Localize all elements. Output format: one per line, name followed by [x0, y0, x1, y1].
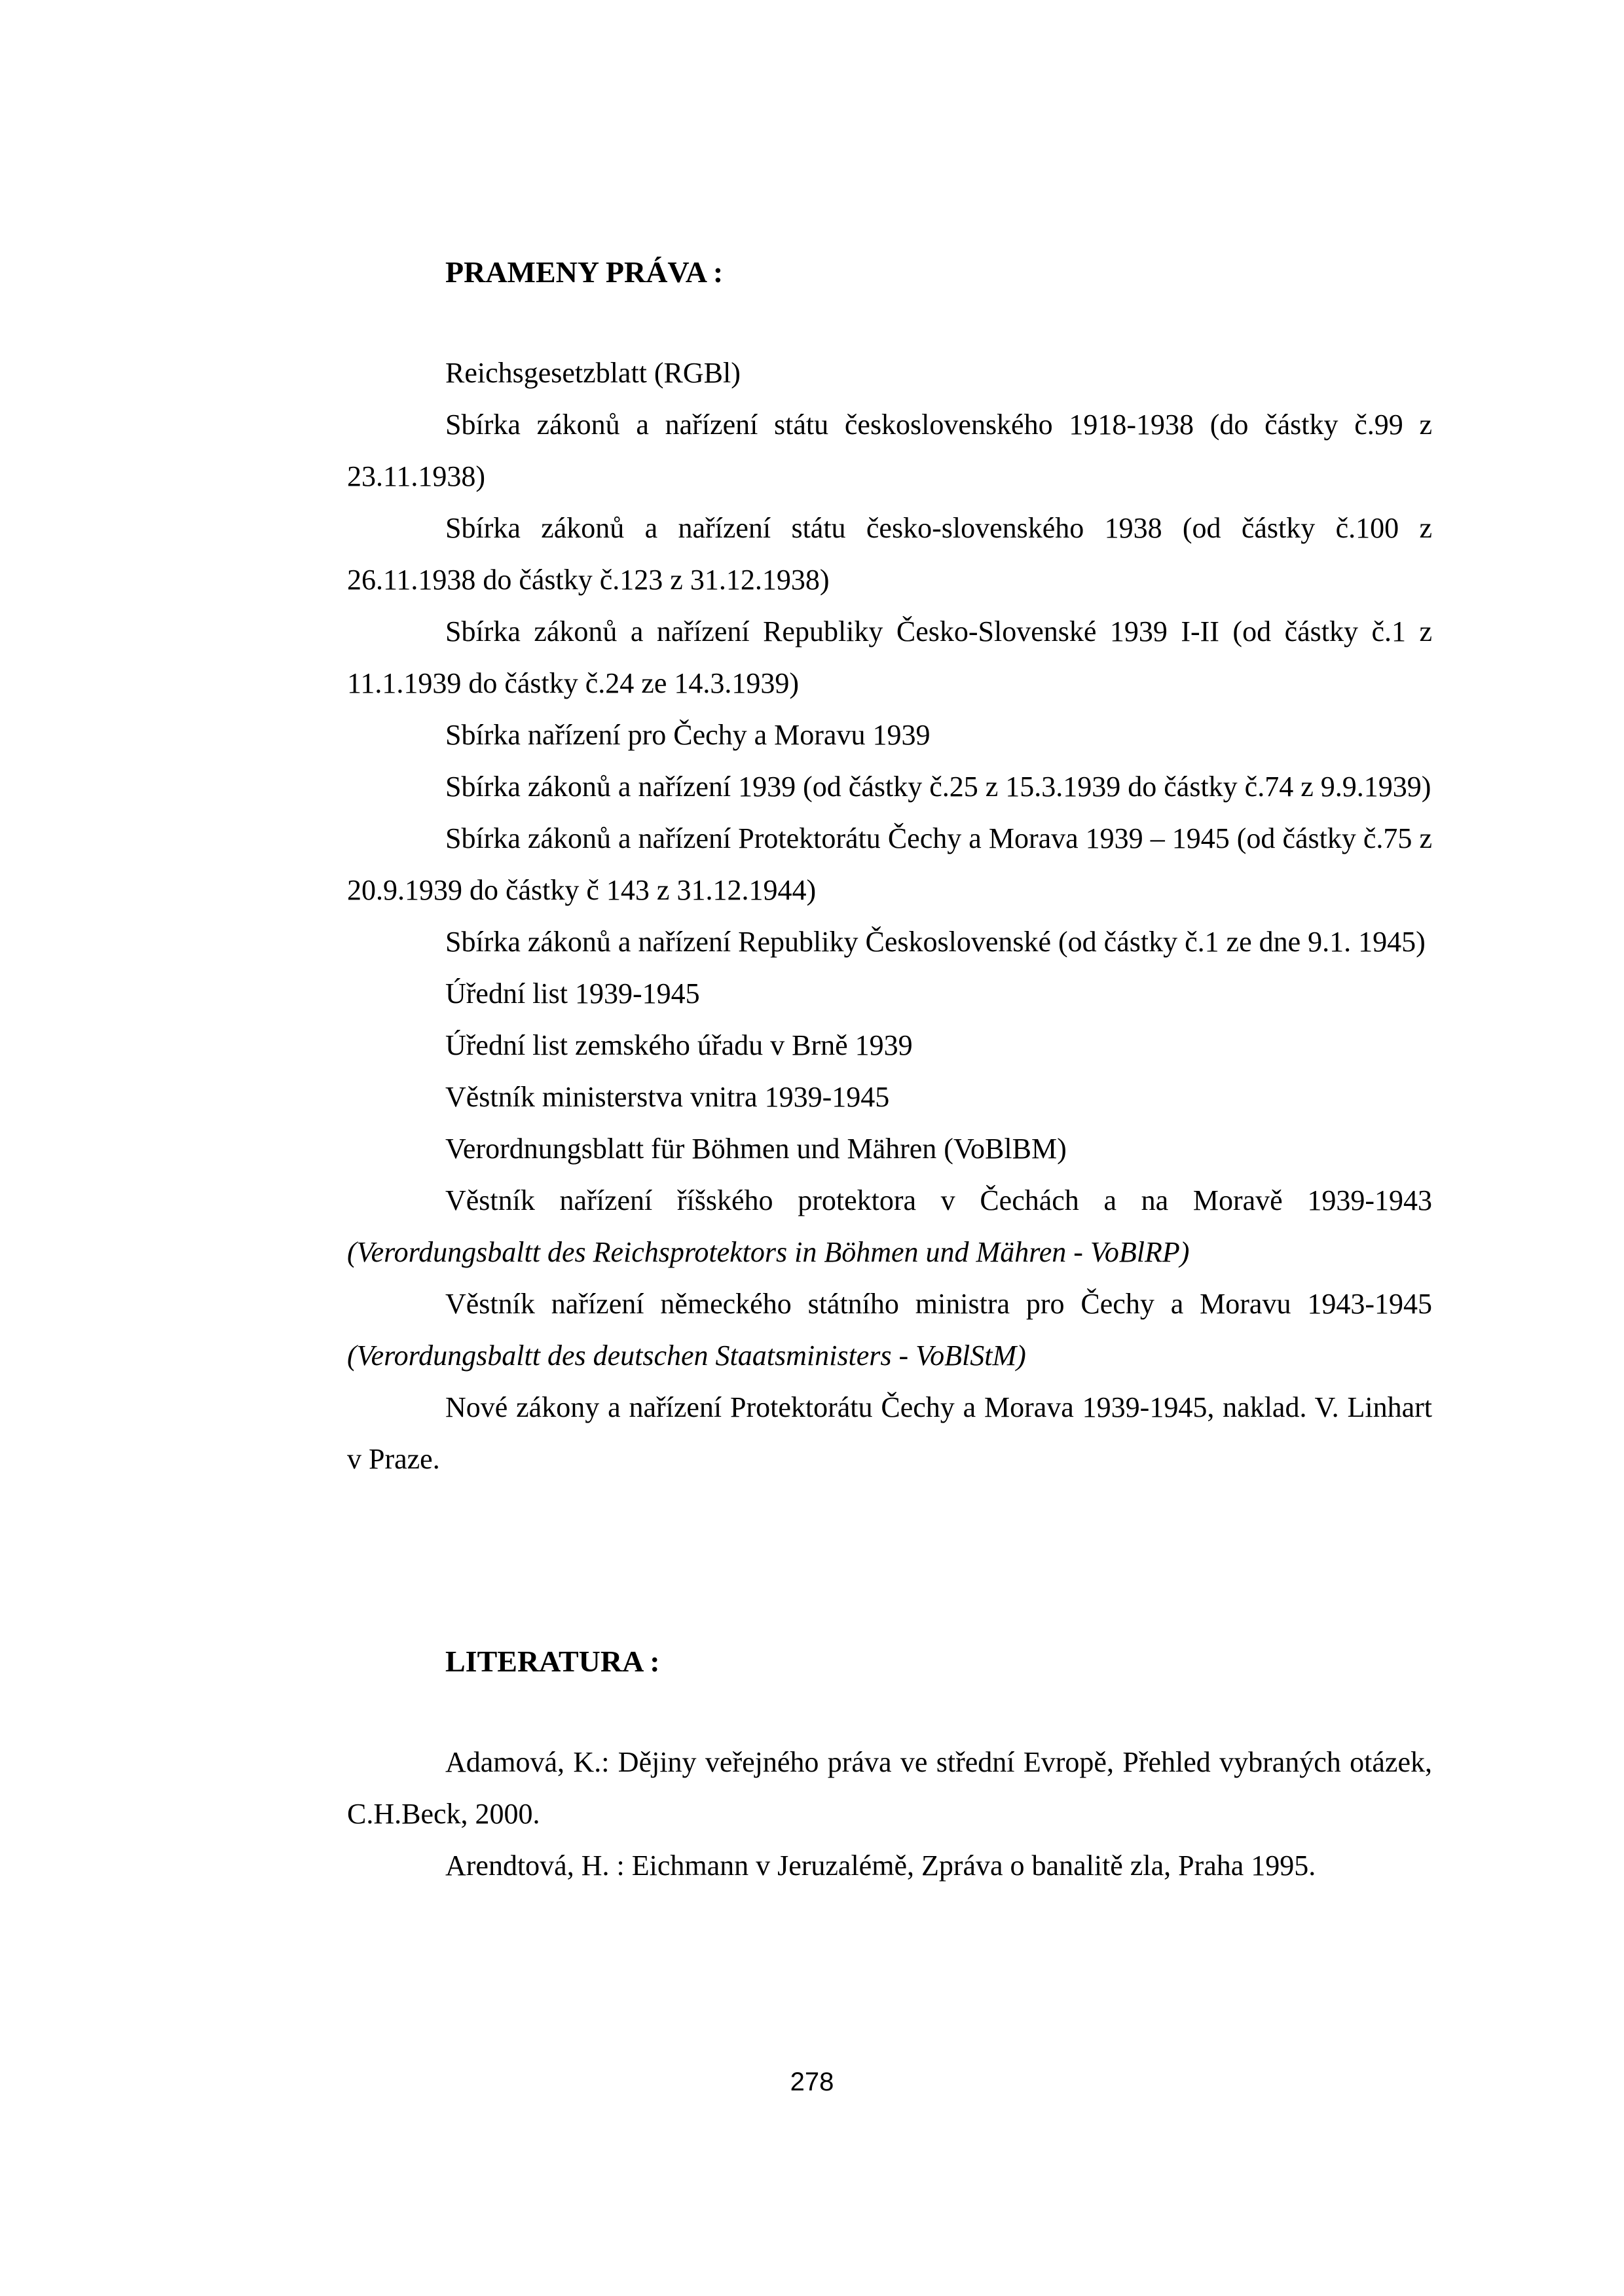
source-entry: Nové zákony a nařízení Protektorátu Čechy a Morava 1939-1945, naklad. V. Linhart v Praze.	[347, 1391, 1432, 1475]
source-entry: Sbírka nařízení pro Čechy a Moravu 1939	[445, 719, 931, 751]
source-entry-german-title: (Verordungsbaltt des deutschen Staatsministers - VoBlStM)	[347, 1339, 1026, 1372]
source-entry: Věstník nařízení německého státního ministra pro Čechy a Moravu 1943-1945 (Verordungsbaltt des deutschen Staatsministers - VoBlStM)	[347, 1288, 1432, 1372]
section-heading-literatura: LITERATURA :	[445, 1645, 660, 1678]
source-list	[347, 347, 1432, 1485]
source-entry-german-title: (Verordungsbaltt des Reichsprotektors in Böhmen und Mähren - VoBlRP)	[347, 1236, 1190, 1268]
literature-entry: Arendtová, H. : Eichmann v Jeruzalémě, Zpráva o banalitě zla, Praha 1995.	[445, 1850, 1316, 1882]
source-entry: Sbírka zákonů a nařízení Protektorátu Čechy a Morava 1939 – 1945 (od částky č.75 z 20.9.1939 do částky č 143 z 31.12.1944)	[347, 822, 1432, 906]
source-entry: Věstník ministerstva vnitra 1939-1945	[445, 1081, 890, 1113]
source-entry: Úřední list zemského úřadu v Brně 1939	[445, 1029, 913, 1061]
source-entry: Úřední list 1939-1945	[445, 977, 700, 1010]
section-heading-prameny: PRAMENY PRÁVA :	[445, 255, 724, 289]
source-entry: Sbírka zákonů a nařízení Republiky Československé (od částky č.1 ze dne 9.1. 1945)	[445, 926, 1426, 958]
source-entry: Sbírka zákonů a nařízení 1939 (od částky č.25 z 15.3.1939 do částky č.74 z 9.9.1939)	[445, 771, 1431, 803]
literature-list	[347, 1736, 1432, 1891]
literature-entry: Adamová, K.: Dějiny veřejného práva ve střední Evropě, Přehled vybraných otázek, C.H.Beck, 2000.	[347, 1746, 1432, 1830]
page-number: 278	[790, 2068, 834, 2096]
source-entry: Sbírka zákonů a nařízení státu československého 1918-1938 (do částky č.99 z 23.11.1938)	[347, 409, 1432, 492]
source-entry: Sbírka zákonů a nařízení Republiky Česko-Slovenské 1939 I-II (od částky č.1 z 11.1.1939 do částky č.24 ze 14.3.1939)	[347, 615, 1432, 699]
source-entry: Reichsgesetzblatt (RGBl)	[445, 357, 741, 389]
source-entry: Sbírka zákonů a nařízení státu česko-slovenského 1938 (od částky č.100 z 26.11.1938 do částky č.123 z 31.12.1938)	[347, 512, 1432, 596]
source-entry: Verordnungsblatt für Böhmen und Mähren (VoBlBM)	[445, 1133, 1067, 1165]
source-entry: Věstník nařízení říšského protektora v Čechách a na Moravě 1939-1943 (Verordungsbaltt des Reichsprotektors in Böhmen und Mähren - VoBlRP)	[347, 1184, 1432, 1268]
